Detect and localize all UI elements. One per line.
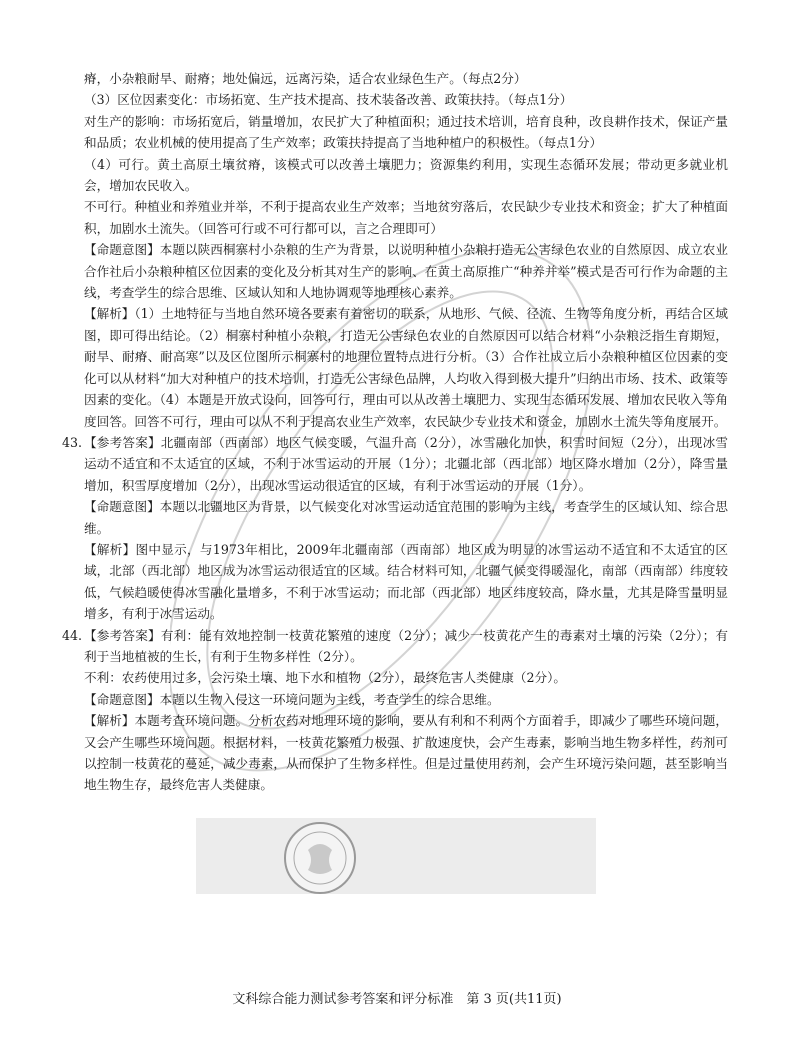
- answer-paragraph: [84, 496, 728, 539]
- paragraph-text: 不利：农药使用过多，会污染土壤、地下水和植物（2分），最终危害人类健康（2分）。: [84, 670, 566, 686]
- answer-paragraph: [84, 196, 728, 239]
- answer-paragraph: [84, 689, 728, 710]
- paragraph-text: （3）区位因素变化：市场拓宽、生产技术提高、技术装备改善、政策扶持。（每点1分）: [84, 92, 573, 108]
- paragraph-text: 【参考答案】北疆南部（西南部）地区气候变暖，气温升高（2分），冰雪融化加快，积雪时间短（2分），出现冰雪运动不适宜和不太适宜的区域，不利于冰雪运动的开展（1分）；北疆北部（西北部）地区降水增加（2分），降雪量增加，积雪厚度增加（2分），出现冰雪运动很适宜的区域，有利于冰雪运动的开展（1分）。: [84, 434, 728, 493]
- answer-paragraph: [84, 710, 728, 796]
- answer-paragraph: [84, 303, 728, 431]
- answer-item: [62, 432, 728, 496]
- answer-paragraph: [84, 89, 728, 110]
- paragraph-text: 对生产的影响：市场拓宽后，销量增加，农民扩大了种植面积；通过技术培训，培育良种，改良耕作技术，保证产量和品质；农业机械的使用提高了生产效率；政策扶持提高了当地种植户的积极性。（每点1分）: [84, 113, 728, 151]
- paragraph-text: 瘠，小杂粮耐旱、耐瘠；地处偏远，远离污染，适合农业绿色生产。（每点2分）: [84, 71, 527, 86]
- paragraph-text: 【命题意图】本题以陕西桐寨村小杂粮的生产为背景，以说明种植小杂粮打造无公害绿色农业的自然原因、成立农业合作社后小杂粮种植区位因素的变化及分析其对生产的影响、在黄土高原推广“种养并举”模式是否可行作为命题的主线，考查学生的综合思维、区域认知和人地协调观等地理核心素养。: [84, 242, 728, 301]
- paragraph-text: （4）可行。黄土高原土壤贫瘠，该模式可以改善土壤肥力；资源集约利用，实现生态循环发展；带动更多就业机会，增加农民收入。: [84, 156, 728, 194]
- paragraph-text: 【命题意图】本题以北疆地区为背景，以气候变化对冰雪运动适宜范围的影响为主线，考查学生的区域认知、综合思维。: [84, 499, 728, 536]
- page-footer: 文科综合能力测试参考答案和评分标准 第 3 页(共11页): [232, 992, 562, 1007]
- paragraph-text: 【解析】本题考查环境问题。分析农药对地理环境的影响，要从有利和不利两个方面着手，即减少了哪些环境问题，又会产生哪些环境问题。根据材料，一枝黄花繁殖力极强、扩散速度快，会产生毒素，影响当地生物多样性，药剂可以控制一枝黄花的蔓延，减少毒素，从而保护了生物多样性。但是过量使用药剂，会产生环境污染问题，甚至影响当地生物生存，最终危害人类健康。: [84, 713, 728, 793]
- paragraph-text: 【解析】图中显示，与1973年相比，2009年北疆南部（西南部）地区成为明显的冰雪运动不适宜和不太适宜的区域，北部（西北部）地区成为冰雪运动很适宜的区域。结合材料可知，北疆气候变得暖湿化，南部（西南部）纬度较低，气候趋暖使得冰雪融化量增多，不利于冰雪运动；而北部（西北部）地区纬度较高，降水量，尤其是降雪量明显增多，有利于冰雪运动。: [84, 541, 728, 622]
- seal-icon: [282, 820, 358, 896]
- answer-item: [62, 625, 728, 668]
- paragraph-text: 【命题意图】本题以生物入侵这一环境问题为主线，考查学生的综合思维。: [84, 691, 500, 707]
- question-number: 44.: [62, 627, 83, 643]
- paragraph-text: 【解析】（1）土地特征与当地自然环境各要素有着密切的联系，从地形、气候、径流、生物等角度分析，再结合区域图，即可得出结论。（2）桐寨村种植小杂粮，打造无公害绿色农业的自然原因可以结合材料“小杂粮泛指生育期短，耐旱、耐瘠、耐高寒”以及区位图所示桐寨村的地理位置特点进行分析。（3）合作社成立后小杂粮种植区位因素的变化可以从材料“加大对种植户的技术培训，打造无公害绿色品牌，人均收入得到极大提升”归纳出市场、技术、政策等因素的变化。（4）本题是开放式设问，回答可行，理由可以从改善土壤肥力、实现生态循环发展、增加农民收入等角度回答。回答不可行，理由可以从不利于提高农业生产效率，农民缺少专业技术和资金，加剧水土流失等角度展开。: [84, 306, 728, 429]
- paragraph-text: 【参考答案】有利：能有效地控制一枝黄花繁殖的速度（2分）；减少一枝黄花产生的毒素对土壤的污染（2分）；有利于当地植被的生长，有利于生物多样性（2分）。: [84, 627, 728, 664]
- paragraph-text: 不可行。种植业和养殖业并举，不利于提高农业生产效率；当地贫穷落后，农民缺少专业技术和资金；扩大了种植面积，加剧水土流失。（回答可行或不可行都可以，言之合理即可）: [84, 199, 728, 236]
- answer-content: [62, 68, 728, 796]
- answer-paragraph: [84, 239, 728, 303]
- blank-figure-area: [196, 818, 596, 894]
- answer-paragraph: [84, 111, 728, 154]
- answer-paragraph: [84, 154, 728, 197]
- question-number: 43.: [62, 434, 83, 450]
- answer-paragraph: [84, 539, 728, 625]
- answer-paragraph: [84, 68, 728, 89]
- answer-paragraph: [84, 667, 728, 688]
